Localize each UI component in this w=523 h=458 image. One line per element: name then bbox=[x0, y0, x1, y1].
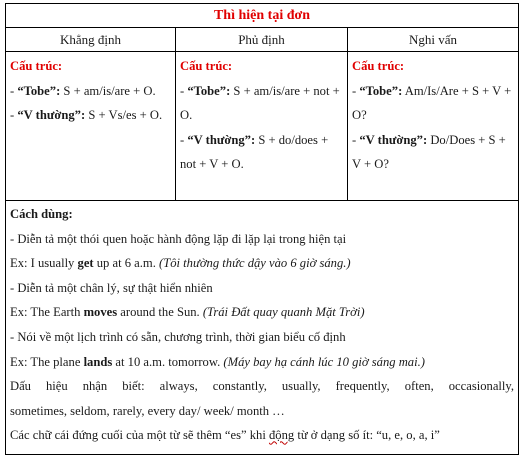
verb-label: “V thường”: bbox=[187, 132, 256, 147]
structure-label: Cấu trúc: bbox=[10, 59, 63, 73]
usage-cell bbox=[6, 201, 519, 455]
tobe-label: “Tobe”: bbox=[359, 83, 403, 98]
verb-label: “V thường”: bbox=[359, 132, 428, 147]
tobe-label: “Tobe”: bbox=[187, 83, 231, 98]
header-negative: Phủ định bbox=[176, 28, 348, 52]
example-habit: Ex: I usually get up at 6 a.m. (Tôi thường thức dậy vào 6 giờ sáng.) bbox=[10, 256, 351, 271]
table-title: Thì hiện tại đơn bbox=[6, 4, 519, 28]
negative-verb-formula: S + do/does + not + V + O. bbox=[180, 132, 329, 171]
affirmative-tobe-formula: S + am/is/are + O. bbox=[60, 83, 156, 98]
verb-label: “V thường”: bbox=[17, 108, 86, 122]
question-structure-cell: Cấu trúc: - “Tobe”: Am/Is/Are + S + V + O? - “V thường”: Do/Does + S + V + O? bbox=[348, 52, 519, 201]
signs-line-1: Dấu hiệu nhận biết: always, constantly, usually, frequently, often, occasionally, bbox=[10, 379, 515, 394]
example-schedule: Ex: The plane lands at 10 a.m. tomorrow. (Máy bay hạ cánh lúc 10 giờ sáng mai.) bbox=[10, 354, 425, 369]
usage-heading: Cách dùng: bbox=[10, 207, 73, 221]
spellcheck-underline: động bbox=[268, 428, 295, 443]
affirmative-structure-cell: Cấu trúc: - “Tobe”: S + am/is/are + O. - “V thường”: S + Vs/es + O. bbox=[6, 52, 176, 201]
usage-truth: - Diễn tả một chân lý, sự thật hiển nhiên bbox=[10, 280, 213, 295]
header-question: Nghi vấn bbox=[348, 28, 519, 52]
usage-schedule: - Nói về một lịch trình có sẵn, chương trình, thời gian biểu cố định bbox=[10, 329, 346, 344]
example-truth: Ex: The Earth moves around the Sun. (Trái Đất quay quanh Mặt Trời) bbox=[10, 305, 365, 320]
structure-label: Cấu trúc: bbox=[180, 59, 233, 73]
question-verb-formula: Do/Does + S + V + O? bbox=[352, 132, 506, 171]
usage-habit: - Diễn tả một thói quen hoặc hành động lặp đi lặp lại trong hiện tại bbox=[10, 231, 347, 246]
negative-tobe-formula: S + am/is/are + not + O. bbox=[180, 83, 340, 122]
structure-label: Cấu trúc: bbox=[352, 59, 405, 73]
negative-structure-cell: Cấu trúc: - “Tobe”: S + am/is/are + not + O. - “V thường”: S + do/does + not + V + O. bbox=[176, 52, 348, 201]
tobe-label: “Tobe”: bbox=[17, 83, 61, 98]
grammar-table bbox=[5, 3, 519, 455]
es-rule: Các chữ cái đứng cuối của một từ sẽ thêm “es” khi động từ ở dạng số ít: “u, e, o, a, i” bbox=[10, 428, 440, 443]
question-tobe-formula: Am/Is/Are + S + V + O? bbox=[352, 83, 512, 122]
signs-line-2: sometimes, seldom, rarely, every day/ week/ month … bbox=[10, 403, 285, 418]
header-affirmative: Khẳng định bbox=[6, 28, 176, 52]
affirmative-verb-formula: S + Vs/es + O. bbox=[85, 108, 163, 122]
